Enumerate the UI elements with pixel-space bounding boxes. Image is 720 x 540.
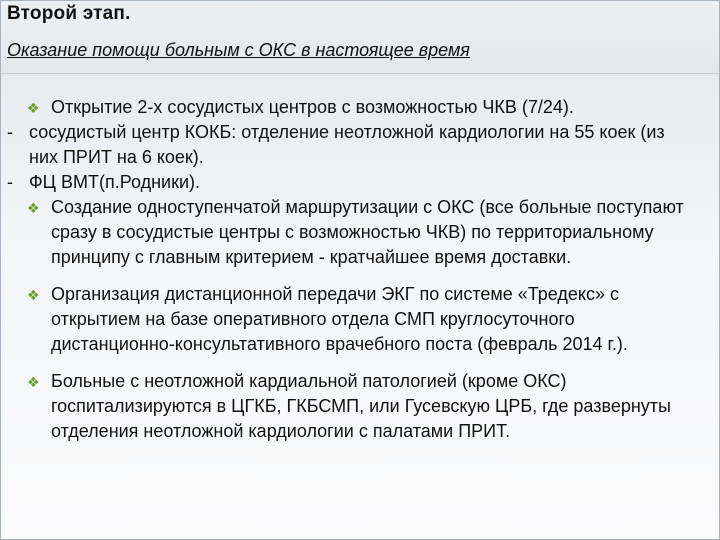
list-item-text: Организация дистанционной передачи ЭКГ по системе «Тредекс» с открытием на базе оперативного отдела СМП круглосуточного дистанционно-консультативного врачебного поста (февраль 2014 г.). — [51, 284, 628, 354]
dash-marker: - — [7, 122, 13, 142]
list-item — [5, 95, 695, 120]
dash-marker: - — [7, 172, 13, 192]
slide-header — [1, 1, 719, 74]
diamond-bullet-icon: ❖ — [27, 200, 40, 216]
slide-body — [5, 95, 695, 444]
list-item-text — [29, 120, 695, 170]
diamond-bullet-icon: ❖ — [27, 374, 40, 390]
diamond-bullet-icon: ❖ — [27, 287, 40, 303]
slide-subtitle: Оказание помощи больным с ОКС в настоящее время — [7, 40, 470, 60]
diamond-bullet-icon: ❖ — [27, 100, 40, 116]
list-item-text: ФЦ ВМТ(п.Родники). — [29, 172, 200, 192]
list-item-text: Создание одноступенчатой маршрутизации с ОКС (все больные поступают сразу в сосудистые центры с возможностью ЧКВ) по территориальному принципу с главным критерием - кратчайшее время доставки. — [51, 197, 684, 267]
list-item — [5, 282, 695, 357]
list-item-text-span: сосудистый центр КОКБ: отделение неотложной кардиологии на 55 коек (из них ПРИТ на 6 коек). — [29, 122, 665, 167]
list-item — [5, 120, 695, 170]
list-item-text: Открытие 2-х сосудистых центров с возможностью ЧКВ (7/24). — [51, 97, 574, 117]
slide-title: Второй этап. — [7, 3, 131, 24]
list-item — [5, 195, 695, 270]
list-item — [5, 369, 695, 444]
list-item-text: Больные с неотложной кардиальной патологией (кроме ОКС) госпитализируются в ЦГКБ, ГКБСМП, или Гусевскую ЦРБ, где развернуты отделения неотложной кардиологии с палатами ПРИТ. — [51, 371, 671, 441]
list-item — [5, 170, 695, 195]
